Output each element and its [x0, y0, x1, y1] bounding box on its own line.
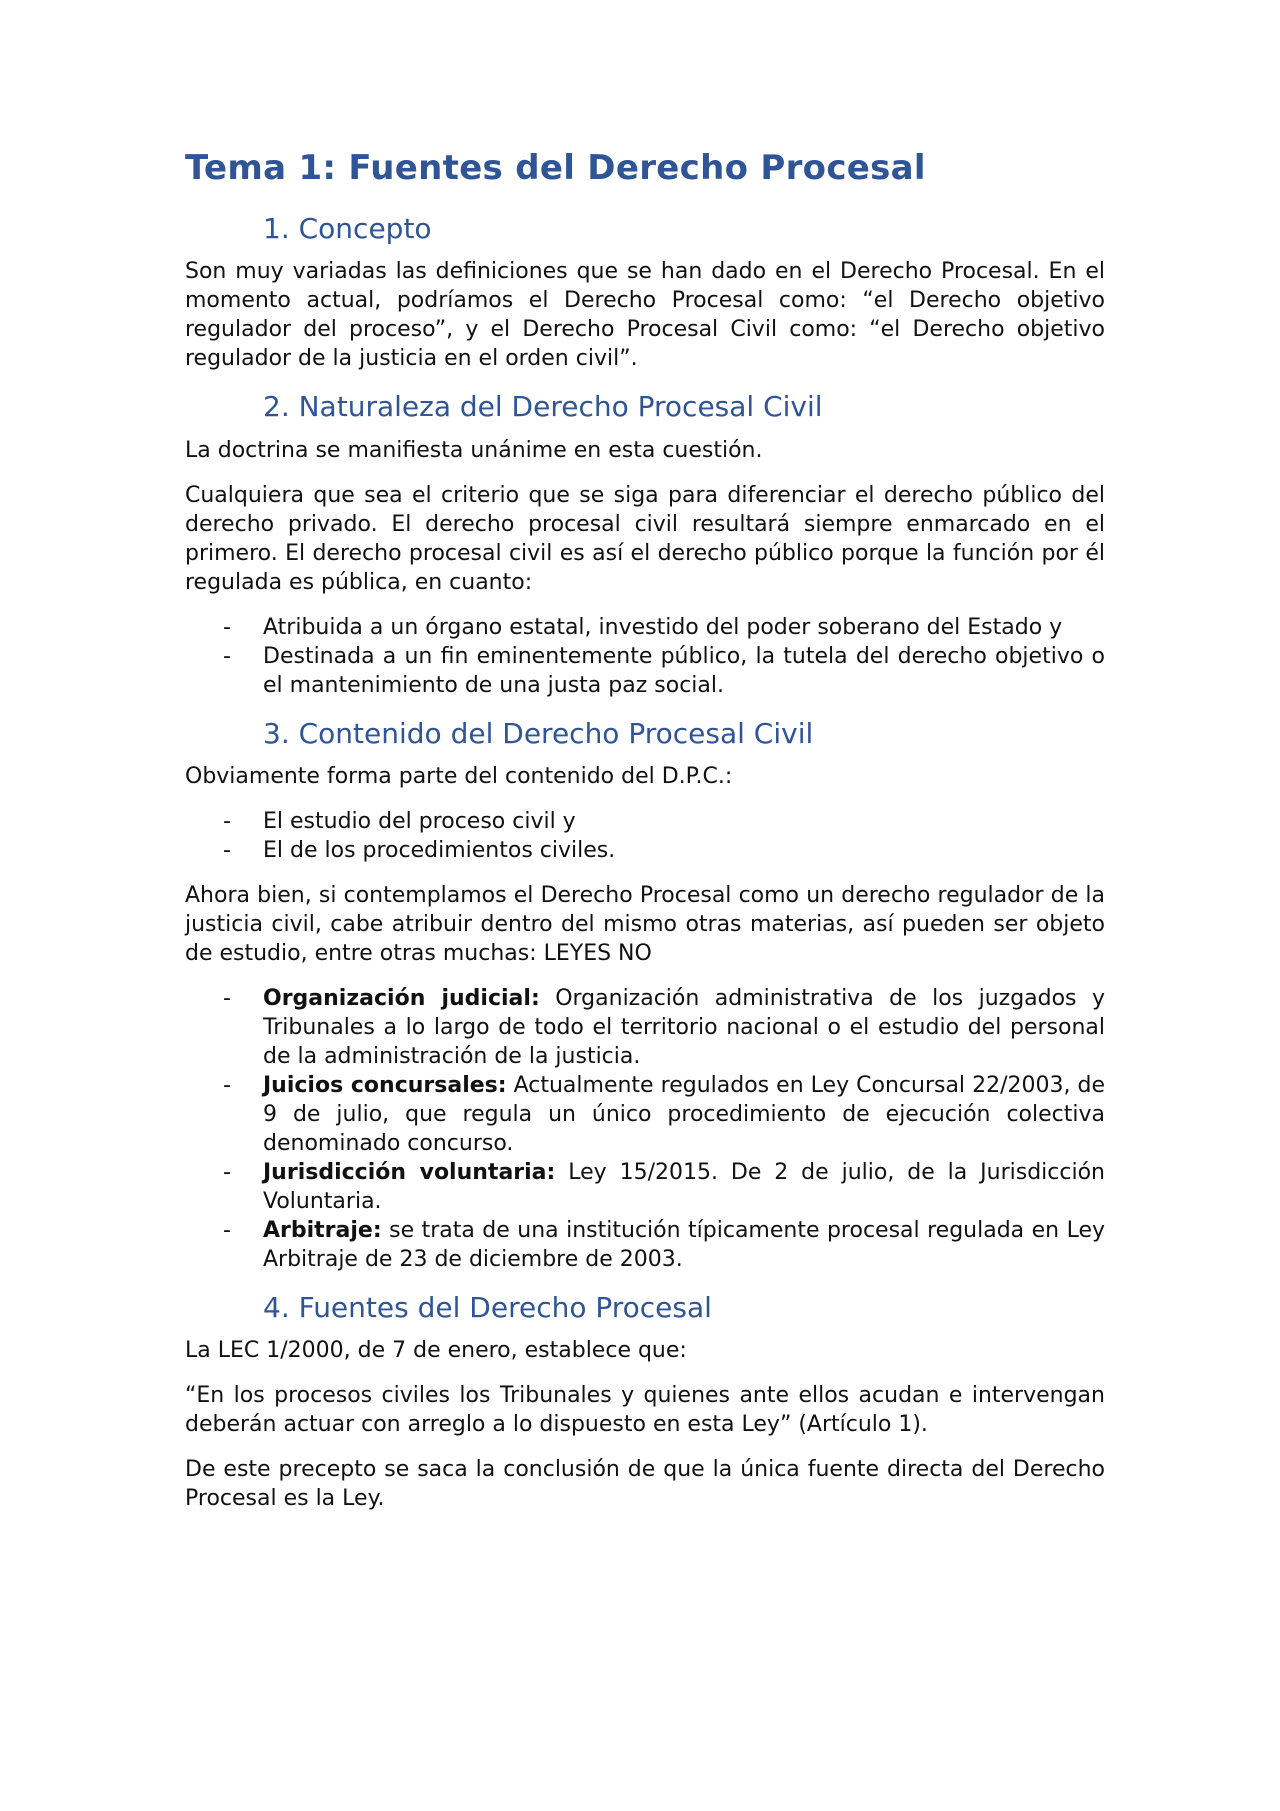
list-item: - Atribuida a un órgano estatal, investido del poder soberano del Estado y	[223, 614, 1063, 640]
term-label: Juicios concursales:	[263, 1072, 507, 1098]
section-heading: 1. Concepto	[263, 211, 432, 245]
quote-paragraph: “En los procesos civiles los Tribunales y quienes ante ellos acudan e intervengan deberán actuar con arreglo a lo dispuesto en esta Ley” (Artículo 1).	[185, 1383, 1105, 1438]
paragraph: La LEC 1/2000, de 7 de enero, establece que:	[185, 1338, 687, 1364]
bullet-list	[185, 807, 1105, 865]
term-label: Arbitraje:	[263, 1217, 382, 1243]
paragraph: Ahora bien, si contemplamos el Derecho Procesal como un derecho regulador de la justicia civil, cabe atribuir dentro del mismo otras materias, así pueden ser objeto de estudio, entre otras muchas: LEYES NO	[185, 882, 1105, 966]
list-item: - Arbitraje: se trata de una institución típicamente procesal regulada en Ley Arbitraje de 23 de diciembre de 2003.	[223, 1217, 1105, 1272]
term-list	[185, 984, 1105, 1274]
section-concepto	[185, 211, 1105, 373]
document-title: Tema 1: Fuentes del Derecho Procesal	[185, 148, 926, 188]
dash-bullet: -	[223, 808, 231, 834]
list-item: - El de los procedimientos civiles.	[223, 837, 616, 863]
section-heading: 2. Naturaleza del Derecho Procesal Civil	[263, 390, 823, 424]
document-page	[185, 148, 1105, 1529]
section-fuentes	[185, 1290, 1105, 1513]
dash-bullet: -	[223, 643, 231, 669]
term-label: Jurisdicción voluntaria:	[263, 1159, 556, 1185]
bullet-list	[185, 613, 1105, 700]
paragraph: Obviamente forma parte del contenido del D.P.C.:	[185, 763, 733, 789]
list-item: - Destinada a un fin eminentemente público, la tutela del derecho objetivo o el mantenimiento de una justa paz social.	[223, 643, 1105, 698]
list-item: - Organización judicial: Organización administrativa de los juzgados y Tribunales a lo largo de todo el territorio nacional o el estudio del personal de la administración de la justicia.	[223, 985, 1106, 1069]
section-naturaleza	[185, 389, 1105, 699]
section-contenido	[185, 716, 1105, 1274]
paragraph: Cualquiera que sea el criterio que se siga para diferenciar el derecho público del derecho privado. El derecho procesal civil resultará siempre enmarcado en el primero. El derecho procesal civil es así el derecho público porque la función por él regulada es pública, en cuanto:	[185, 482, 1105, 595]
paragraph: La doctrina se manifiesta unánime en esta cuestión.	[185, 437, 763, 463]
section-heading: 3. Contenido del Derecho Procesal Civil	[263, 716, 814, 750]
dash-bullet: -	[223, 837, 231, 863]
dash-bullet: -	[223, 1072, 231, 1098]
section-heading: 4. Fuentes del Derecho Procesal	[263, 1290, 712, 1324]
dash-bullet: -	[223, 614, 231, 640]
dash-bullet: -	[223, 1217, 231, 1243]
list-item: - Juicios concursales: Actualmente regulados en Ley Concursal 22/2003, de 9 de julio, que regula un único procedimiento de ejecución colectiva denominado concurso.	[223, 1072, 1106, 1156]
list-item: - El estudio del proceso civil y	[223, 808, 576, 834]
dash-bullet: -	[223, 1159, 231, 1185]
paragraph: Son muy variadas las definiciones que se han dado en el Derecho Procesal. En el momento actual, podríamos el Derecho Procesal como: “el Derecho objetivo regulador del proceso”, y el Derecho Procesal Civil como: “el Derecho objetivo regulador de la justicia en el orden civil”.	[185, 259, 1105, 372]
paragraph: De este precepto se saca la conclusión de que la única fuente directa del Derecho Procesal es la Ley.	[185, 1457, 1105, 1512]
term-label: Organización judicial:	[263, 985, 540, 1011]
list-item: - Jurisdicción voluntaria: Ley 15/2015. De 2 de julio, de la Jurisdicción Voluntaria.	[223, 1159, 1105, 1214]
dash-bullet: -	[223, 985, 231, 1011]
